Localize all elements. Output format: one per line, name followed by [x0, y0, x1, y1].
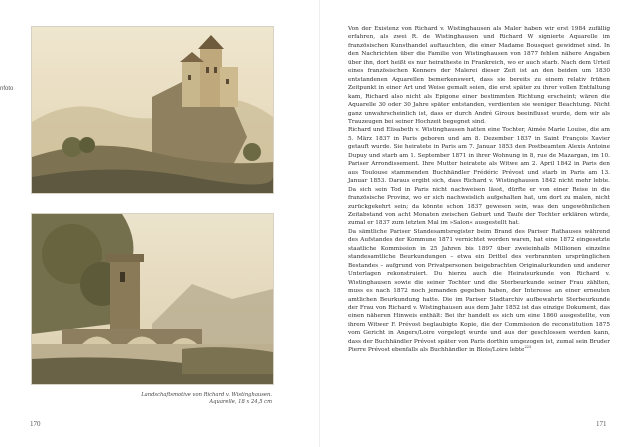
page-number-left: 170 — [30, 420, 41, 428]
watercolor-castle — [31, 26, 274, 194]
paragraph-3-text: Da sämtliche Pariser Standesamtsregister beim Brand des Pariser Rathauses während des Aufstandes der Kommune 1871 vernichtet worden waren, hat eine 1872 eingesetzte staatliche Kommission in 25 Jahren bis 1897 über zweieinhalb Millionen einzelne standesamtliche Beurkundungen – etwa ein Drittel des verbrannten ursprünglichen Bestandes – aufgrund von Privatpersonen beigebrachten Originalurkunden und anderer Unterlagen rekonstruiert. Du hierzu auch die Heiratsurkunde von Richard v. Wistinghausen sowie die seiner Tochter und die Sterbeurkunde seiner Frau zählten, muss es nach 1872 noch jemanden gegeben haben, der Interesse an einer erneuten amtlichen Beurkundung hatte. Die im Pariser Stadtarchiv aufbewahrte Sterbeurkunde der Frau von Richard v. Wistinghausen aus dem Jahr 1852 ist das einzige Dokument, das einen näheren Hinweis enthält: Bei ihr handelt es sich um eine 1860 ausgestellte, von ihrem Witwer F. Prévost beglaubigte Kopie, die der Commission de reconstitution 1875 vom Gericht in Angers/Loire vorgelegt wurde und aus der geschlossen werden kann, dass der Buchhändler Prévost später von Paris dorthin umgezogen ist, zumal sein Bruder Pierre Prévost ebenfalls als Buchhändler in Blois/Loire lebte — [348, 228, 610, 354]
paragraph-3 — [348, 228, 610, 355]
caption-line-1: Landschaftsmotive von Richard v. Wistinghausen. — [141, 392, 272, 398]
footnote-reference[interactable]: 223 — [524, 345, 532, 350]
page-number-right: 171 — [596, 420, 607, 428]
paragraph-1: Von der Existenz von Richard v. Wistinghausen als Maler haben wir erst 1984 zufällig erfahren, als zwei R. de Wistinghausen und Richard W signierte Aquarelle im französischen Kunsthandel auftauchten, die einer Madame Bousquet gewidmet sind. In den Nachrichten über die Familie von Wistinghausen von 1877 fehlen nähere Angaben über ihn, dort heißt es nur heiratheste in Frankreich, wo er auch starb. Nach dem Urteil eines französischen Kenners der Malerei dieser Zeit ist an den beiden um 1830 entstandenen Aquarellen bemerkenswert, dass sie bereits zu einem relativ frühen Zeitpunkt in einer Art und Weise gemalt seien, die erst später zu ihrer vollen Entfaltung kam, Richard also nicht als Epigone einer bestimmten Richtung erscheint; wären die Aquarelle 30 oder 30 Jahre später entstanden, verdienten sie weniger Beachtung. Nicht ganz unwahrscheinlich ist, dass er durch André Giroux beeinflusst wurde, dem wir als Trauzeugen bei seiner Hochzeit begegnet sind. — [348, 26, 610, 125]
watercolor-tower-bridge — [31, 213, 274, 385]
paragraph-2: Richard und Elisabeth v. Wistinghausen hatten eine Tochter, Aimée Marie Louise, die am 5. März 1837 in Paris geboren und am 8. Dezember 1837 in Saint François Xavier getauft wurde. Sie heiratete in Paris am 7. Januar 1853 den Postbeamten Alexis Antoine Dupuy und starb am 1. September 1871 in ihrer Wohnung in 8, rue de Mazargan, im 10. Pariser Arrondissement. Ihre Mutter heiratete als Witwe am 2. April 1842 in Paris den aus Toulouse stammenden Buchhändler Frédéric Prévost und starb in Paris am 13. Januar 1853. Daraus ergibt sich, dass Richard v. Wistinghausen 1842 nicht mehr lebte. Da sich sein Tod in Paris nicht nachweisen lässt, dürfte er von einer Reise in die französische Provinz, wo er sich nachweislich aufgehalten hat, um dort zu malen, nicht zurückgekehrt sein; da könnte schon 1837 gewesen sein, was den ungewöhnlichen Zeitabstand von acht Monaten zwischen Geburt und Taufe der Tochter erklären würde, zumal er 1837 zum letzten Mal im »Salon« ausgestellt hat. — [348, 127, 610, 227]
body-text — [348, 25, 610, 355]
image-caption — [60, 392, 272, 406]
caption-line-2: Aquarelle, 18 x 24,5 cm — [209, 399, 272, 405]
side-tab-label[interactable]: nfoto — [0, 86, 14, 92]
